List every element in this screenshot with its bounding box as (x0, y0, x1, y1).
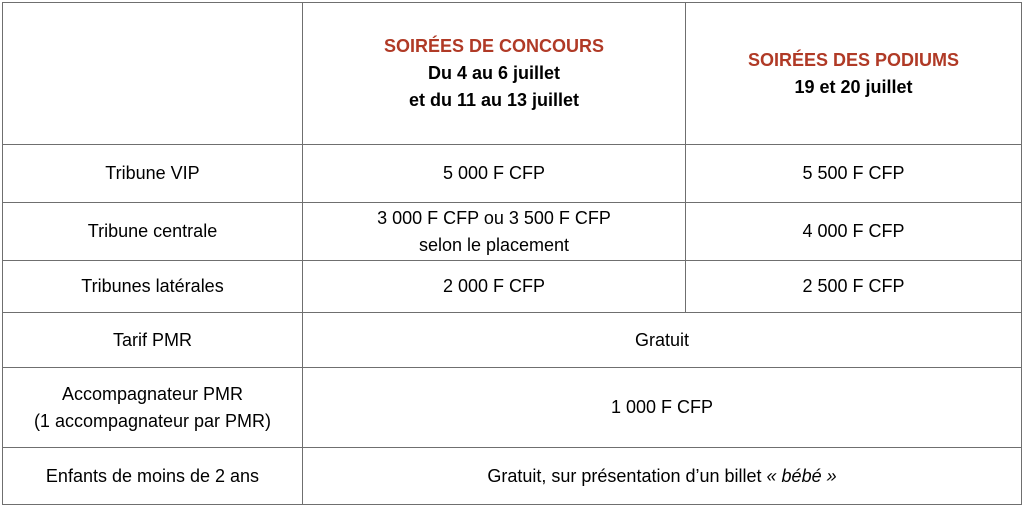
table-row (3, 313, 1022, 368)
table-row (3, 261, 1022, 313)
price-podiums: 5 500 F CFP (686, 145, 1022, 203)
header-row (3, 3, 1022, 145)
table-row (3, 145, 1022, 203)
price-concours (303, 203, 686, 261)
header-concours-title: SOIRÉES DE CONCOURS (383, 36, 605, 56)
header-podiums (686, 3, 1022, 145)
price-both: 1 000 F CFP (303, 368, 1022, 448)
row-label: Tribune VIP (3, 145, 303, 203)
price-both: Gratuit (303, 313, 1022, 368)
row-label-line2: (1 accompagnateur par PMR) (33, 410, 272, 431)
table-row (3, 448, 1022, 505)
header-concours-dates-1: Du 4 au 6 juillet (427, 63, 561, 83)
table-row (3, 203, 1022, 261)
header-podiums-dates: 19 et 20 juillet (794, 76, 913, 97)
price-both-emphasis: « bébé » (766, 465, 837, 486)
price-podiums: 2 500 F CFP (686, 261, 1022, 313)
row-label-line1: Accompagnateur PMR (61, 383, 244, 404)
row-label: Tribunes latérales (3, 261, 303, 313)
price-concours-line1: 3 000 F CFP ou 3 500 F CFP (377, 207, 611, 228)
price-table (2, 2, 1022, 505)
price-concours: 5 000 F CFP (303, 145, 686, 203)
header-concours (303, 3, 686, 145)
header-empty-cell (3, 3, 303, 145)
price-concours: 2 000 F CFP (303, 261, 686, 313)
price-both (303, 448, 1022, 505)
row-label: Tarif PMR (3, 313, 303, 368)
price-concours-line2: selon le placement (418, 234, 570, 255)
row-label: Enfants de moins de 2 ans (3, 448, 303, 505)
row-label: Tribune centrale (3, 203, 303, 261)
header-podiums-title: SOIRÉES DES PODIUMS (747, 49, 960, 70)
table-row (3, 368, 1022, 448)
header-concours-dates-2: et du 11 au 13 juillet (408, 90, 580, 110)
price-podiums: 4 000 F CFP (686, 203, 1022, 261)
price-both-text: Gratuit, sur présentation d’un billet (487, 465, 767, 486)
row-label (3, 368, 303, 448)
